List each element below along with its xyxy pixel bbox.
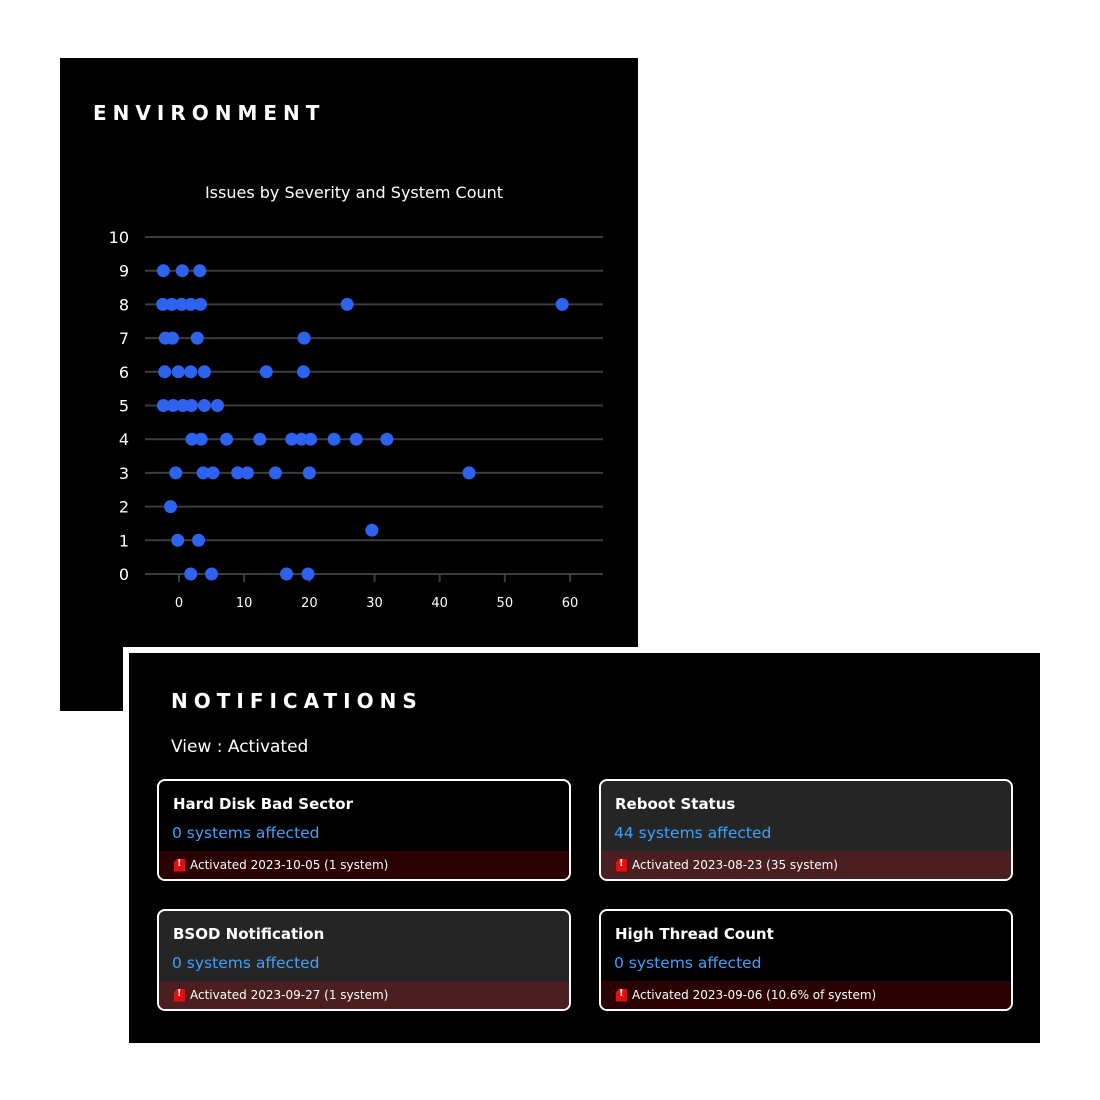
alert-icon — [616, 859, 627, 872]
scatter-point[interactable] — [205, 568, 218, 581]
scatter-point[interactable] — [172, 365, 185, 378]
alert-icon — [616, 989, 627, 1002]
scatter-point[interactable] — [192, 534, 205, 547]
card-title: Reboot Status — [615, 795, 736, 813]
y-tick-label: 10 — [108, 228, 129, 247]
scatter-point[interactable] — [158, 365, 171, 378]
y-tick-label: 3 — [118, 463, 129, 483]
alert-icon — [174, 859, 185, 872]
activated-text: Activated 2023-10-05 (1 system) — [190, 858, 389, 872]
notification-card-reboot-status[interactable] — [599, 779, 1013, 881]
view-filter-label[interactable]: View : Activated — [171, 737, 309, 757]
scatter-point[interactable] — [269, 466, 282, 479]
scatter-point[interactable] — [260, 365, 273, 378]
y-tick-label: 1 — [118, 531, 129, 551]
systems-affected-link[interactable]: 0 systems affected — [172, 824, 320, 842]
card-title: BSOD Notification — [173, 925, 325, 943]
environment-heading: ENVIRONMENT — [93, 101, 326, 125]
scatter-point[interactable] — [462, 466, 475, 479]
scatter-point[interactable] — [171, 534, 184, 547]
scatter-point[interactable] — [380, 433, 393, 446]
scatter-point[interactable] — [198, 399, 211, 412]
notification-card-high-thread-count[interactable] — [599, 909, 1013, 1011]
scatter-point[interactable] — [253, 433, 266, 446]
scatter-point[interactable] — [341, 298, 354, 311]
notifications-heading: NOTIFICATIONS — [171, 689, 423, 713]
x-tick-label: 20 — [301, 596, 318, 611]
scatter-point[interactable] — [164, 500, 177, 513]
notification-card-hard-disk-bad-sector[interactable] — [157, 779, 571, 881]
scatter-point[interactable] — [198, 365, 211, 378]
x-tick-label: 60 — [561, 596, 579, 611]
scatter-point[interactable] — [185, 399, 198, 412]
scatter-point[interactable] — [241, 466, 254, 479]
y-tick-label: 9 — [118, 261, 129, 281]
x-tick-label: 40 — [431, 596, 448, 611]
activated-text: Activated 2023-09-06 (10.6% of system) — [632, 988, 877, 1002]
card-title: Hard Disk Bad Sector — [173, 795, 354, 813]
y-tick-label: 5 — [118, 396, 129, 416]
environment-panel — [60, 58, 638, 711]
x-tick-label: 50 — [496, 596, 514, 611]
scatter-point[interactable] — [304, 433, 317, 446]
card-footer — [159, 851, 569, 879]
scatter-point[interactable] — [365, 524, 378, 537]
scatter-point[interactable] — [166, 332, 179, 345]
activated-text: Activated 2023-09-27 (1 system) — [190, 988, 389, 1002]
y-tick-label: 0 — [118, 565, 129, 584]
systems-affected-link[interactable]: 0 systems affected — [172, 954, 320, 972]
y-tick-label: 4 — [118, 430, 129, 450]
card-footer — [601, 851, 1011, 879]
scatter-point[interactable] — [191, 332, 204, 345]
card-footer — [159, 981, 569, 1009]
scatter-point[interactable] — [297, 365, 310, 378]
card-footer — [601, 981, 1011, 1009]
scatter-point[interactable] — [350, 433, 363, 446]
y-tick-label: 6 — [118, 362, 129, 382]
systems-affected-link[interactable]: 0 systems affected — [614, 954, 762, 972]
scatter-point[interactable] — [184, 365, 197, 378]
scatter-point[interactable] — [184, 568, 197, 581]
scatter-point[interactable] — [211, 399, 224, 412]
y-tick-label: 2 — [118, 497, 129, 517]
alert-icon — [174, 989, 185, 1002]
scatter-point[interactable] — [280, 568, 293, 581]
systems-affected-link[interactable]: 44 systems affected — [614, 824, 772, 842]
severity-scatter-chart — [60, 58, 638, 658]
x-tick-label: 0 — [174, 596, 184, 611]
scatter-point[interactable] — [328, 433, 341, 446]
scatter-point[interactable] — [157, 264, 170, 277]
y-tick-label: 7 — [118, 329, 129, 349]
chart-title: Issues by Severity and System Count — [204, 183, 504, 202]
scatter-point[interactable] — [220, 433, 233, 446]
x-tick-label: 10 — [235, 596, 253, 611]
scatter-point[interactable] — [194, 298, 207, 311]
scatter-point[interactable] — [195, 433, 208, 446]
notification-card-bsod[interactable] — [157, 909, 571, 1011]
notifications-panel — [123, 647, 1040, 1043]
activated-text: Activated 2023-08-23 (35 system) — [632, 858, 838, 872]
scatter-point[interactable] — [302, 568, 315, 581]
x-tick-label: 30 — [366, 596, 383, 611]
scatter-point[interactable] — [556, 298, 569, 311]
scatter-point[interactable] — [169, 466, 182, 479]
scatter-point[interactable] — [193, 264, 206, 277]
scatter-point[interactable] — [303, 466, 316, 479]
scatter-point[interactable] — [298, 332, 311, 345]
scatter-point[interactable] — [206, 466, 219, 479]
scatter-point[interactable] — [176, 264, 189, 277]
card-title: High Thread Count — [615, 925, 774, 943]
y-tick-label: 8 — [118, 295, 129, 315]
